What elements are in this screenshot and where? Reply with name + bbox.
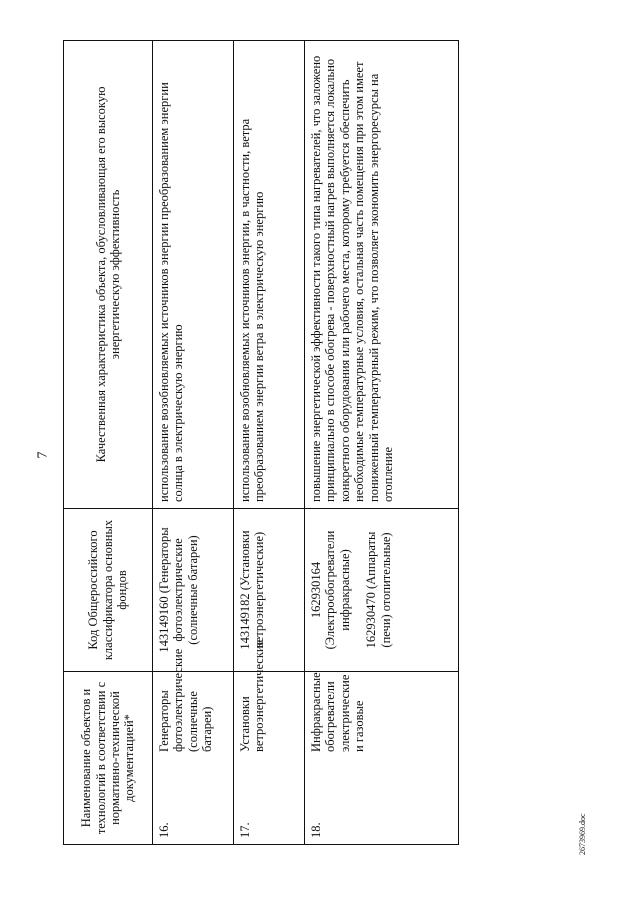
row-name: Установки ветроэнергетические [234,672,305,759]
row-number: 18. [305,758,459,845]
table-row [234,41,305,845]
table-row [153,41,234,845]
header-code: Код Общероссийского классификатора основных фондов [64,509,153,672]
footer-file-reference: 2673969.doc [578,813,587,855]
row-code [234,509,305,672]
header-desc: Качественная характеристика объекта, обусловливающая его высокую энергетическую эффективность [64,41,153,509]
table-row [305,41,459,845]
row-name: Генераторы фотоэлектрические (солнечные батареи) [153,672,234,759]
row-code [305,509,459,672]
row-name: Инфракрасные обогреватели электрические и газовые [305,672,459,759]
table-header-row [64,41,153,845]
energy-efficiency-table [63,40,459,845]
row-desc: использование возобновляемых источников энергии преобразованием энергии солнца в электрическую энергию [153,41,234,509]
row-code [153,509,234,672]
page-number: 7 [35,451,51,459]
row-code-item: 143149182 (Установки ветроэнергетические) [238,530,267,650]
row-code-item: 162930164 (Электрообогреватели инфракрасные) [309,530,352,650]
row-desc: использование возобновляемых источников энергии, в частности, ветра преобразованием энергии ветра в электрическую энергию [234,41,305,509]
row-code-item: 162930470 (Аппараты (печи) отопительные) [364,531,393,649]
row-number: 17. [234,758,305,845]
header-name: Наименование объектов и технологий в соответствии с нормативно-технической документацией* [64,672,153,845]
row-desc: повышение энергетической эффективности такого типа нагревателей, что заложено принципиально в способе обогрева - поверхностный нагрев выполняется локально конкретного оборудования или рабочего места, которому требуется обеспечить необходимые температурные условия, остальная часть помещения при этом имеет пониженный температурный режим, что позволяет экономить энергоресурсы на отопление [305,41,459,509]
rotated-page-content [63,40,438,845]
row-code-item: 143149160 (Генераторы фотоэлектрические (солнечные батареи) [157,527,200,653]
row-number: 16. [153,758,234,845]
